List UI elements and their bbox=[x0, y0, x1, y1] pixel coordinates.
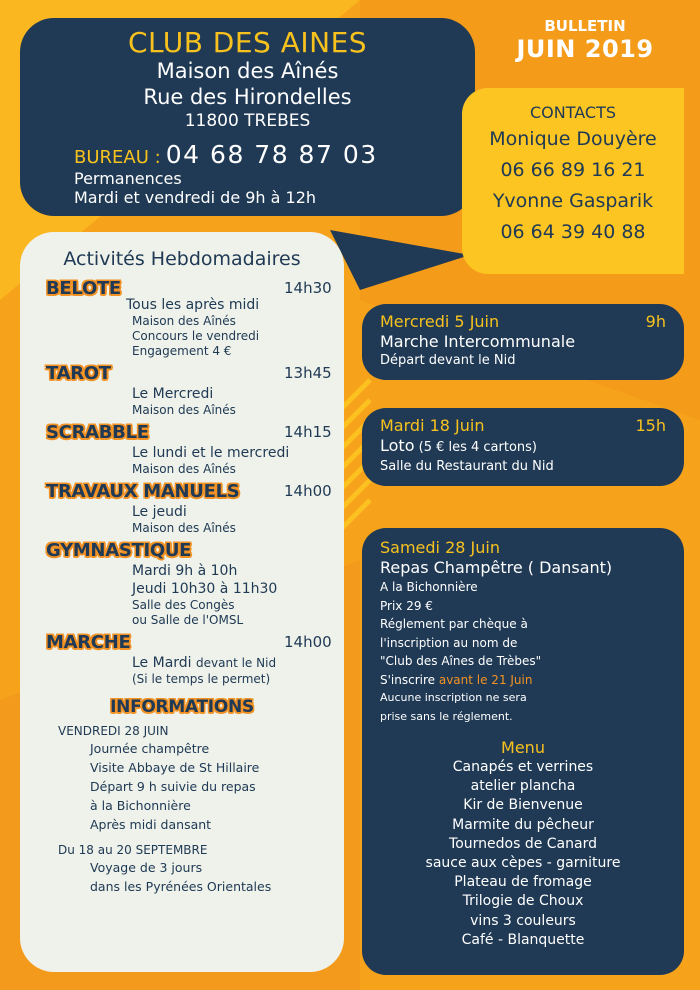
activity-time: 14h30 bbox=[284, 279, 332, 297]
activity-detail: Concours le vendredi bbox=[132, 329, 260, 343]
info-line: Journée champêtre bbox=[90, 741, 210, 756]
event-subtitle: Départ devant le Nid bbox=[380, 353, 516, 368]
menu-item: vins 3 couleurs bbox=[470, 912, 576, 929]
activity-line: Tous les après midi bbox=[126, 297, 260, 313]
activity-line: Jeudi 10h30 à 11h30 bbox=[132, 581, 278, 597]
activity-detail: Maison des Aînés bbox=[132, 314, 236, 328]
informations-list bbox=[20, 717, 344, 896]
repas-line: "Club des Aînes de Trèbes" bbox=[380, 654, 542, 668]
event-title: Loto bbox=[380, 436, 415, 455]
info-date: Du 18 au 20 SEPTEMBRE bbox=[58, 843, 208, 857]
repas-line: Prix 29 € bbox=[380, 598, 433, 613]
menu-item: Tournedos de Canard bbox=[449, 835, 597, 852]
info-line: Après midi dansant bbox=[90, 817, 212, 832]
activity-detail: ou Salle de l'OMSL bbox=[132, 613, 244, 627]
event-title-detail: (5 € les 4 cartons) bbox=[414, 440, 538, 455]
info-line: à la Bichonnière bbox=[90, 798, 191, 813]
menu-title: Menu bbox=[501, 738, 545, 757]
activity-detail: (Si le temps le permet) bbox=[132, 672, 271, 686]
menu-item: Plateau de fromage bbox=[454, 874, 592, 891]
menu-item: atelier plancha bbox=[470, 778, 576, 795]
club-city: 11800 TREBES bbox=[184, 111, 311, 131]
event-box bbox=[362, 408, 684, 486]
bureau-row bbox=[38, 140, 457, 169]
repas-title: Repas Champêtre ( Dansant) bbox=[380, 558, 613, 577]
activity-line-row bbox=[46, 654, 344, 672]
activity-inline-detail: devant le Nid bbox=[196, 656, 277, 670]
activity-name: BELOTE bbox=[46, 278, 121, 299]
activity-time: 14h00 bbox=[284, 482, 332, 500]
activity-detail: Maison des Aînés bbox=[132, 521, 236, 535]
bulletin-date: JUIN 2019 bbox=[516, 35, 654, 63]
activity-time: 13h45 bbox=[284, 364, 332, 382]
contact-phone: 06 64 39 40 88 bbox=[500, 221, 646, 243]
event-box bbox=[362, 304, 684, 380]
contacts-title: CONTACTS bbox=[529, 103, 617, 122]
event-title: Marche Intercommunale bbox=[380, 332, 576, 351]
repas-line: l'inscription au nom de bbox=[380, 635, 518, 650]
menu-item: Café - Blanquette bbox=[461, 931, 585, 948]
activity-name: MARCHE bbox=[46, 632, 131, 653]
activity-item bbox=[46, 481, 344, 536]
menu-item: Trilogie de Choux bbox=[462, 893, 584, 910]
weekly-title: Activités Hebdomadaires bbox=[63, 248, 301, 270]
activity-line: Le lundi et le mercredi bbox=[132, 445, 290, 461]
activity-name: SCRABBLE bbox=[46, 422, 149, 443]
activity-item bbox=[46, 363, 344, 418]
club-header bbox=[20, 18, 475, 216]
activity-name: TRAVAUX MANUELS bbox=[46, 481, 240, 502]
repas-date: Samedi 28 Juin bbox=[380, 538, 500, 557]
event-date: Mardi 18 Juin bbox=[380, 416, 485, 435]
activity-item bbox=[46, 540, 344, 628]
event-subtitle: Salle du Restaurant du Nid bbox=[380, 459, 554, 474]
event-time: 9h bbox=[645, 312, 666, 331]
info-line: Visite Abbaye de St Hillaire bbox=[90, 760, 260, 775]
repas-note: Aucune inscription ne sera bbox=[380, 691, 527, 704]
activity-detail: Maison des Aînés bbox=[132, 403, 236, 417]
activity-detail: Engagement 4 € bbox=[132, 344, 232, 358]
informations-title: INFORMATIONS bbox=[110, 697, 254, 717]
repas-box bbox=[362, 528, 684, 975]
repas-line: Réglement par chèque à bbox=[380, 617, 528, 631]
activity-item bbox=[46, 632, 344, 687]
activity-line: Le Mardi bbox=[132, 655, 192, 671]
activity-line: Le Mercredi bbox=[132, 386, 214, 402]
repas-deadline: avant le 21 Juin bbox=[438, 672, 533, 687]
info-date: VENDREDI 28 JUIN bbox=[58, 724, 169, 738]
bureau-label: BUREAU : bbox=[74, 147, 161, 168]
permanences-hours: Mardi et vendredi de 9h à 12h bbox=[74, 188, 317, 207]
menu-item: Canapés et verrines bbox=[452, 759, 594, 775]
menu-item: sauce aux cèpes - garniture bbox=[425, 855, 621, 872]
info-line: Départ 9 h suivie du repas bbox=[90, 779, 256, 794]
club-name: CLUB DES AINES bbox=[127, 26, 368, 59]
event-date: Mercredi 5 Juin bbox=[380, 312, 500, 331]
contacts-box bbox=[462, 88, 684, 274]
activity-line: Le jeudi bbox=[132, 504, 187, 520]
activity-item bbox=[46, 278, 344, 359]
activity-item bbox=[46, 422, 344, 477]
activity-detail: Salle des Congès bbox=[132, 598, 235, 612]
activity-name: TAROT bbox=[46, 363, 111, 384]
club-house: Maison des Aînés bbox=[156, 59, 339, 83]
info-line: dans les Pyrénées Orientales bbox=[90, 879, 272, 894]
activity-name: GYMNASTIQUE bbox=[46, 540, 192, 561]
repas-deadline-row bbox=[380, 671, 666, 690]
menu-item: Kir de Bienvenue bbox=[463, 797, 583, 814]
bulletin-badge bbox=[490, 18, 680, 63]
info-line: Voyage de 3 jours bbox=[90, 860, 203, 875]
contact-name: Yvonne Gasparik bbox=[492, 190, 654, 212]
repas-note: prise sans le réglement. bbox=[380, 709, 513, 723]
contact-name: Monique Douyère bbox=[489, 128, 657, 150]
repas-deadline-prefix: S'inscrire bbox=[380, 672, 439, 687]
club-street: Rue des Hirondelles bbox=[143, 85, 352, 109]
activity-time: 14h00 bbox=[284, 633, 332, 651]
bulletin-label: BULLETIN bbox=[544, 17, 626, 35]
bureau-phone: 04 68 78 87 03 bbox=[165, 140, 378, 169]
menu-item: Marmite du pêcheur bbox=[452, 816, 594, 833]
repas-line: A la Bichonnière bbox=[380, 580, 478, 594]
activity-time: 14h15 bbox=[284, 423, 332, 441]
weekly-activities-panel bbox=[20, 232, 344, 972]
event-time: 15h bbox=[635, 416, 666, 435]
activity-detail: Maison des Aînés bbox=[132, 462, 236, 476]
contact-phone: 06 66 89 16 21 bbox=[500, 159, 646, 181]
permanences-label: Permanences bbox=[74, 169, 182, 188]
activity-line: Mardi 9h à 10h bbox=[132, 563, 238, 579]
